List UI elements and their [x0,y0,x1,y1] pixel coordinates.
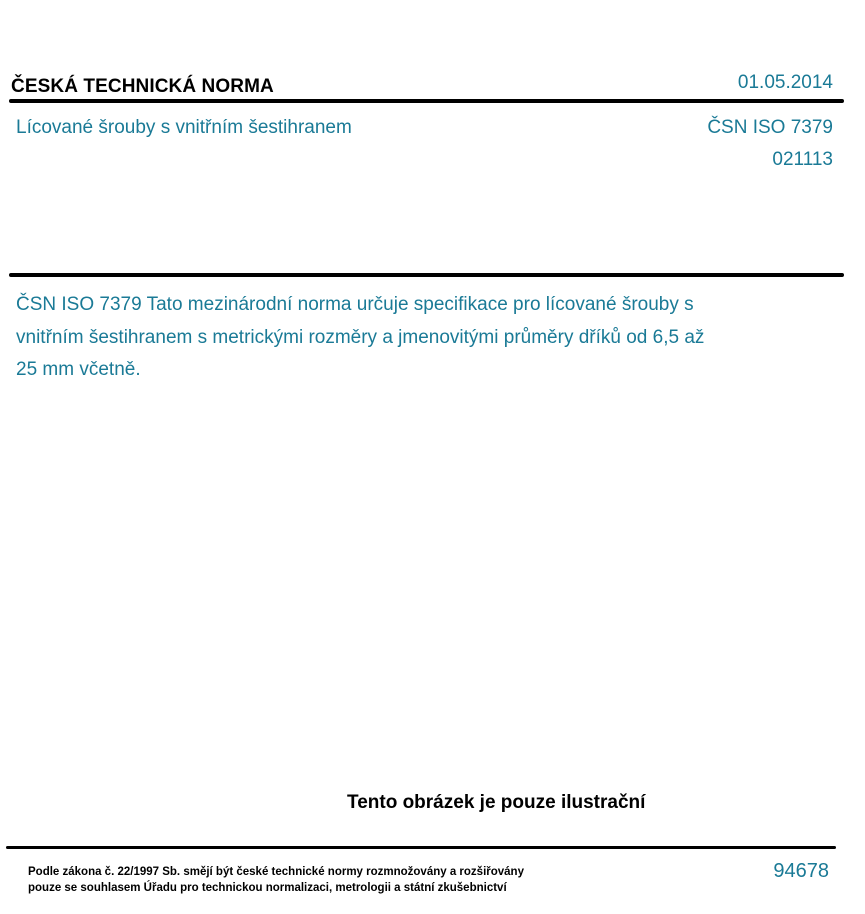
standard-type-heading: ČESKÁ TECHNICKÁ NORMA [11,76,274,97]
catalog-number: 94678 [773,860,829,882]
document-description: ČSN ISO 7379 Tato mezinárodní norma určuje specifikace pro lícované šrouby s vnitřním šestihranem s metrickými rozměry a jmenovitými průměry dříků od 6,5 až 25 mm včetně. [16,294,705,380]
legal-notice-line-1: Podle zákona č. 22/1997 Sb. smějí být české technické normy rozmnožovány a rozšiřovány [28,866,524,878]
classification-number: 021113 [772,149,833,170]
legal-notice [28,864,524,896]
legal-notice-line-2: pouze se souhlasem Úřadu pro technickou normalizaci, metrologii a státní zkušebnictví [28,882,507,894]
standard-code: ČSN ISO 7379 [707,117,833,138]
header-divider [9,99,844,103]
illustration-notice: Tento obrázek je pouze ilustrační [347,792,646,813]
issue-date: 01.05.2014 [737,72,833,93]
document-title: Lícované šrouby s vnitřním šestihranem [16,117,352,138]
footer-divider [6,846,836,849]
section-divider [9,273,844,277]
